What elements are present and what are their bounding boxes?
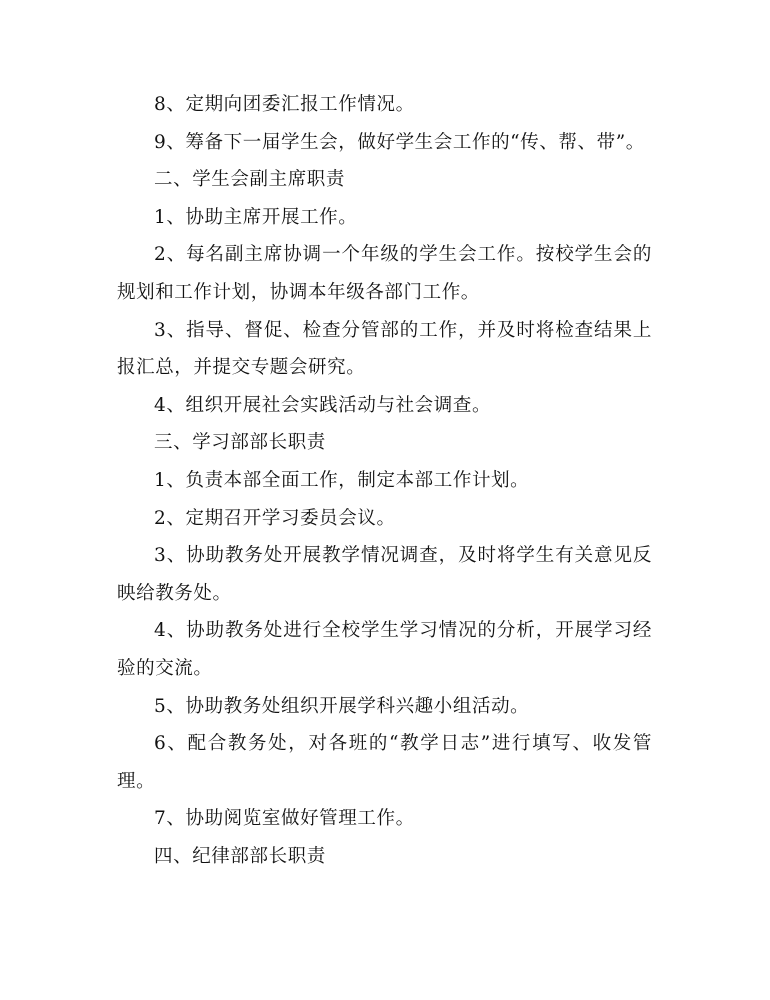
paragraph: 2、每名副主席协调一个年级的学生会工作。按校学生会的规划和工作计划，协调本年级各部门工作。 [117, 244, 652, 303]
paragraph: 8、定期向团委汇报工作情况。 [154, 94, 415, 115]
paragraph: 3、指导、督促、检查分管部的工作，并及时将检查结果上报汇总，并提交专题会研究。 [117, 319, 652, 379]
paragraph: 4、协助教务处进行全校学生学习情况的分析，开展学习经验的交流。 [117, 620, 652, 679]
paragraph: 7、协助阅览室做好管理工作。 [154, 808, 415, 830]
paragraph: 2、定期召开学习委员会议。 [154, 507, 396, 529]
section-heading: 四、纪律部部长职责 [154, 845, 326, 867]
paragraph: 3、协助教务处开展教学情况调查，及时将学生有关意见反映给教务处。 [117, 545, 652, 604]
paragraph: 4、组织开展社会实践活动与社会调查。 [154, 394, 492, 416]
paragraph: 5、协助教务处组织开展学科兴趣小组活动。 [154, 695, 530, 717]
paragraph: 1、负责本部全面工作，制定本部工作计划。 [154, 469, 530, 491]
paragraph: 6、配合教务处，对各班的“教学日志”进行填写、收发管理。 [117, 733, 652, 792]
paragraph: 1、协助主席开展工作。 [154, 206, 358, 228]
document-body [117, 86, 652, 875]
section-heading: 三、学习部部长职责 [154, 432, 326, 454]
section-heading: 二、学生会副主席职责 [154, 169, 346, 191]
paragraph: 9、筹备下一届学生会，做好学生会工作的“传、帮、带”。 [154, 131, 645, 153]
